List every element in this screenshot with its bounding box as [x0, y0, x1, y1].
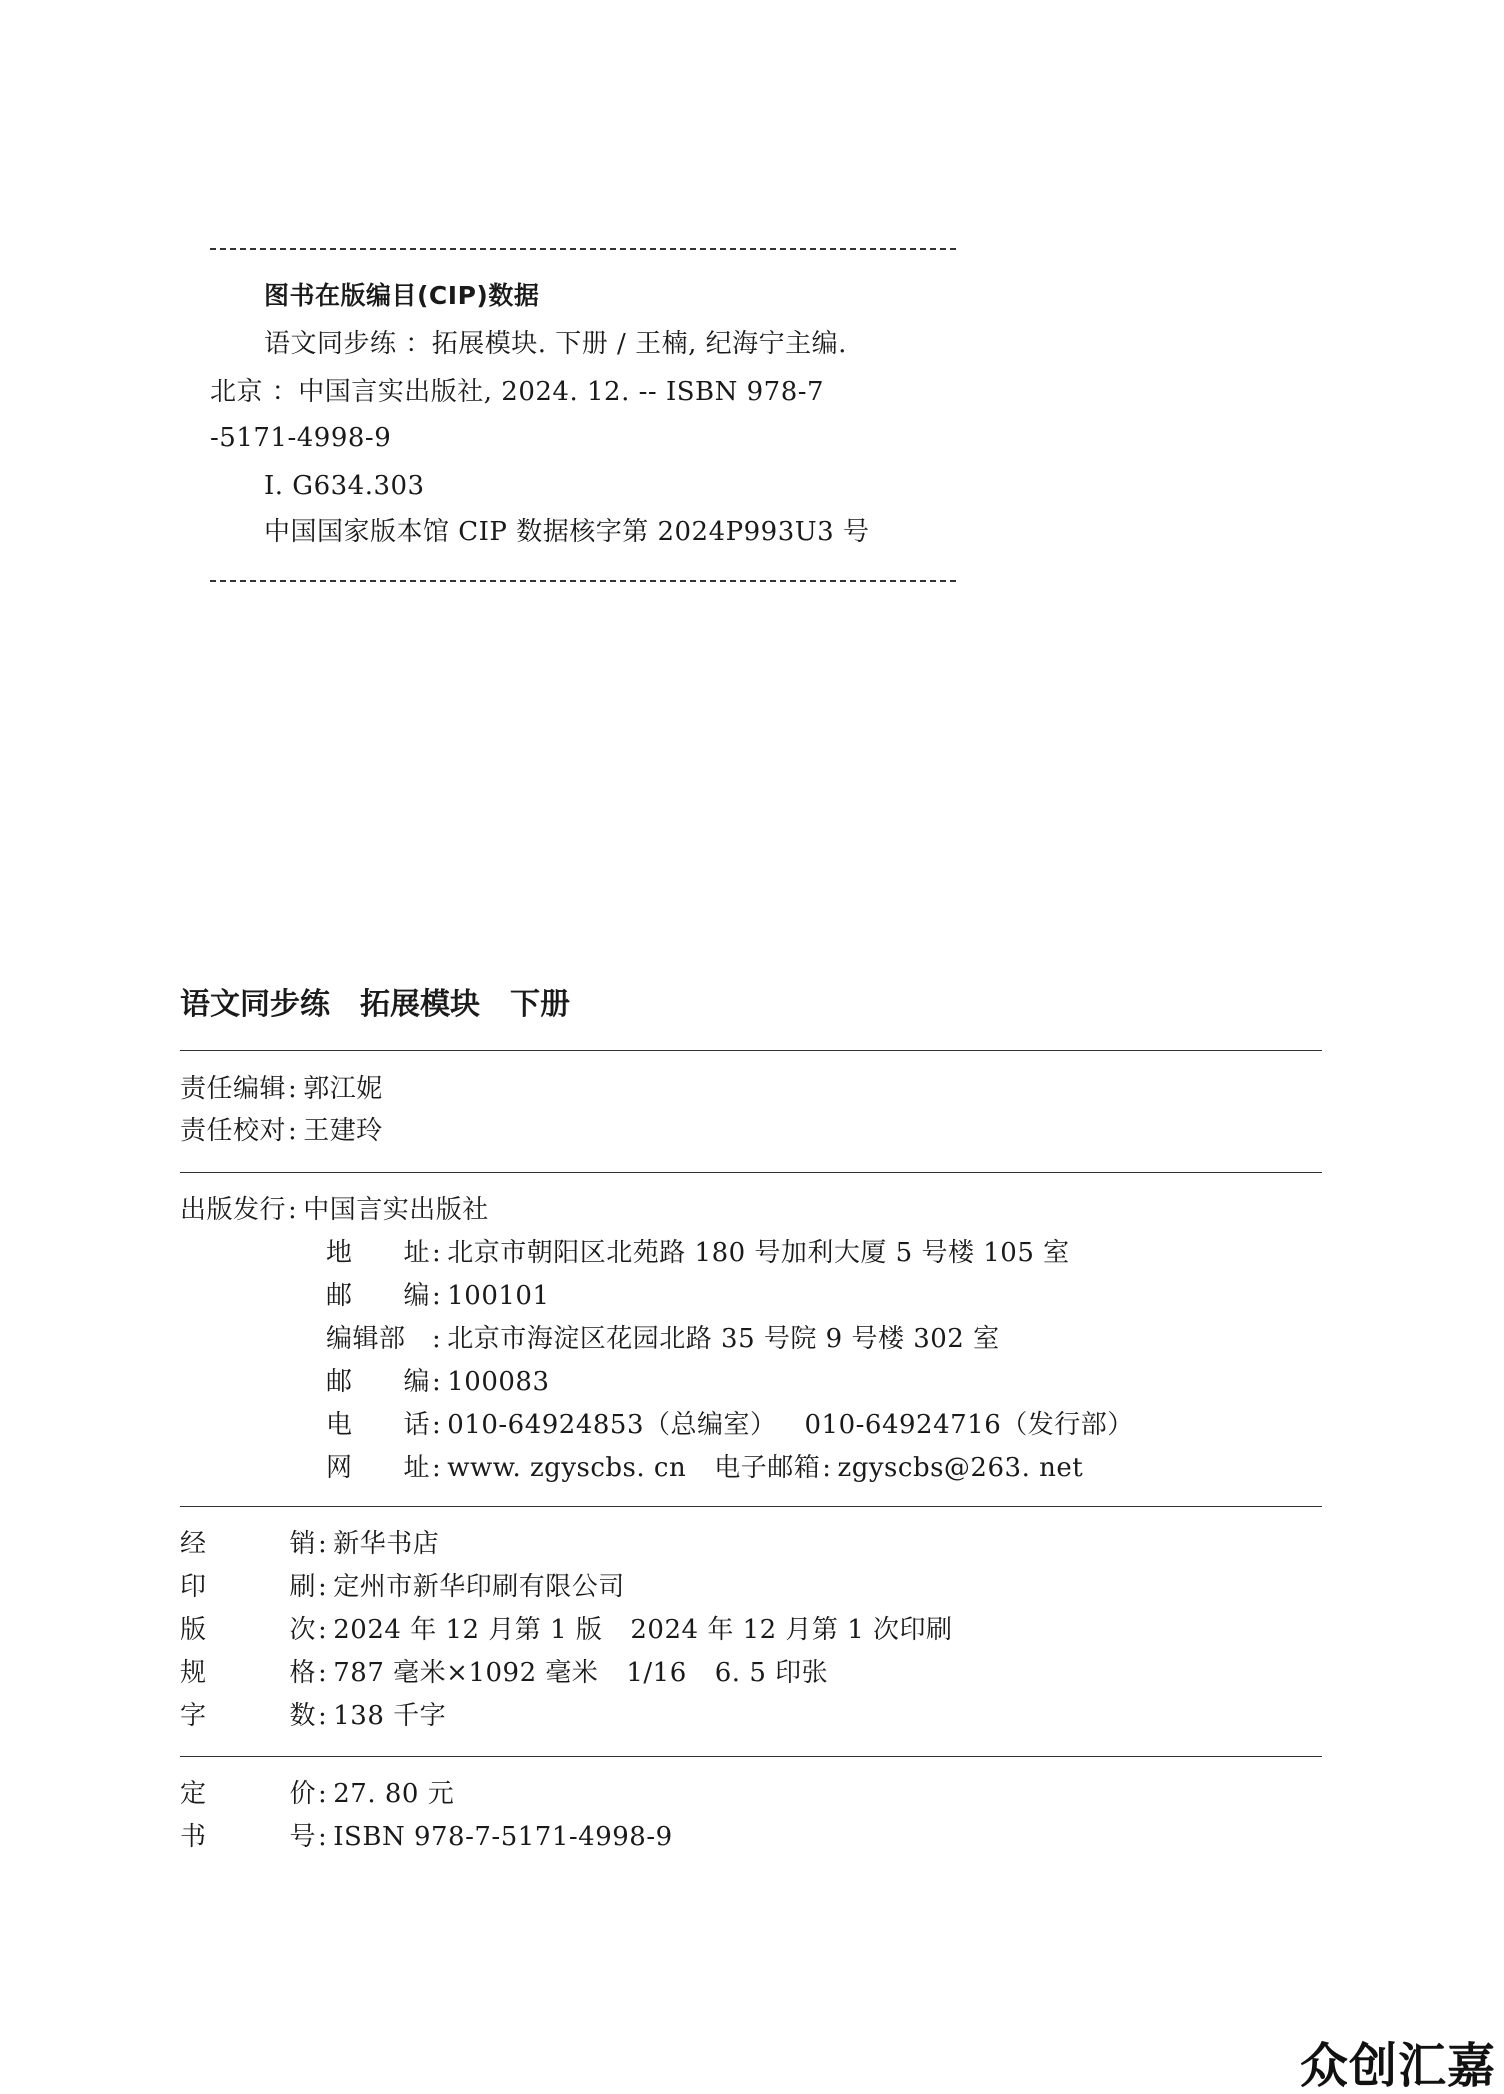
words-row: 字 数 : 138 千字: [180, 1701, 447, 1731]
zip1-value: 100101: [447, 1281, 550, 1311]
isbn-label: 书 号: [180, 1822, 316, 1852]
address-label: 地 址: [326, 1238, 430, 1268]
book-title-part-3: 下册: [510, 987, 570, 1022]
cip-line-2: 北京 ：中国言实出版社, 2024. 12. -- ISBN 978-7: [210, 377, 825, 407]
rule-1: [180, 1050, 1322, 1051]
cip-top-divider: [210, 248, 956, 250]
web-label: 网 址: [326, 1453, 430, 1483]
cip-line-4: Ⅰ. G634.303: [264, 471, 425, 501]
edition-2: 2024 年 12 月第 1 次印刷: [630, 1615, 953, 1645]
printer: 定州市新华印刷有限公司: [333, 1572, 625, 1602]
printer-label: 印 刷: [180, 1572, 316, 1602]
editorial-label: 编辑部: [326, 1324, 406, 1354]
price-label: 定 价: [180, 1779, 316, 1809]
proof-row: 责任校对: 王建玲: [180, 1116, 383, 1146]
words-label: 字 数: [180, 1701, 316, 1731]
book-title: [180, 985, 570, 1025]
edition-row: 版 次 : 2024 年 12 月第 1 版 2024 年 12 月第 1 次印刷: [180, 1615, 953, 1645]
proof-label: 责任校对: [180, 1116, 287, 1146]
words: 138 千字: [333, 1701, 447, 1731]
phone-1: 010-64924853（总编室）: [447, 1410, 777, 1440]
printer-row: 印 刷 : 定州市新华印刷有限公司: [180, 1572, 625, 1602]
book-title-part-1: 语文同步练: [180, 987, 330, 1022]
cip-title: 图书在版编目(CIP)数据: [264, 281, 540, 310]
spec-2: 1/16: [626, 1658, 687, 1688]
price-row: 定 价 : 27. 80 元: [180, 1779, 455, 1809]
isbn-row: 书 号 : ISBN 978-7-5171-4998-9: [180, 1822, 673, 1852]
edition-label: 版 次: [180, 1615, 316, 1645]
publisher-row: 出版发行: 中国言实出版社: [180, 1195, 489, 1225]
zip2-value: 100083: [447, 1367, 550, 1397]
spec-3: 6. 5 印张: [714, 1658, 829, 1688]
cip-line-3: -5171-4998-9: [210, 423, 392, 453]
phone-row: 电 话 : 010-64924853（总编室） 010-64924716（发行部）: [326, 1410, 1134, 1440]
cip-bottom-divider: [210, 580, 956, 582]
rule-4: [180, 1756, 1322, 1757]
rule-3: [180, 1506, 1322, 1507]
zip1-row: 邮 编 : 100101: [326, 1281, 550, 1311]
phone-label: 电 话: [326, 1410, 430, 1440]
cip-line-5: 中国国家版本馆 CIP 数据核字第 2024P993U3 号: [264, 517, 870, 547]
spec-1: 787 毫米×1092 毫米: [333, 1658, 599, 1688]
editor-label: 责任编辑: [180, 1074, 287, 1104]
distributor-row: 经 销 : 新华书店: [180, 1529, 440, 1559]
proof-value: 王建玲: [303, 1116, 383, 1146]
watermark-logo: 众创汇嘉: [1299, 2038, 1496, 2094]
distributor-label: 经 销: [180, 1529, 316, 1559]
address-value: 北京市朝阳区北苑路 180 号加利大厦 5 号楼 105 室: [447, 1238, 1070, 1268]
address-row: 地 址 : 北京市朝阳区北苑路 180 号加利大厦 5 号楼 105 室: [326, 1238, 1070, 1268]
zip1-label: 邮 编: [326, 1281, 430, 1311]
edition-1: 2024 年 12 月第 1 版: [333, 1615, 603, 1645]
editor-value: 郭江妮: [303, 1074, 383, 1104]
book-title-part-2: 拓展模块: [360, 987, 480, 1022]
web-row: 网 址 : www. zgyscbs. cn 电子邮箱: zgyscbs@263. net: [326, 1453, 1084, 1483]
editor-row: 责任编辑: 郭江妮: [180, 1074, 383, 1104]
spec-row: 规 格 : 787 毫米×1092 毫米 1/16 6. 5 印张: [180, 1658, 829, 1688]
zip2-label: 邮 编: [326, 1367, 430, 1397]
email-label: 电子邮箱: [714, 1453, 821, 1483]
phone-2: 010-64924716（发行部）: [804, 1410, 1134, 1440]
publisher-name: 中国言实出版社: [303, 1195, 489, 1225]
spec-label: 规 格: [180, 1658, 316, 1688]
publisher-label: 出版发行: [180, 1195, 287, 1225]
editorial-row: 编辑部 : 北京市海淀区花园北路 35 号院 9 号楼 302 室: [326, 1324, 1000, 1354]
price: 27. 80 元: [333, 1779, 455, 1809]
rule-2: [180, 1172, 1322, 1173]
email: zgyscbs@263. net: [837, 1453, 1084, 1483]
cip-line-1: 语文同步练 ：拓展模块. 下册 / 王楠, 纪海宁主编.: [264, 329, 847, 359]
isbn: ISBN 978-7-5171-4998-9: [333, 1822, 673, 1852]
distributor: 新华书店: [333, 1529, 440, 1559]
zip2-row: 邮 编 : 100083: [326, 1367, 550, 1397]
website: www. zgyscbs. cn: [447, 1453, 687, 1483]
editorial-address: 北京市海淀区花园北路 35 号院 9 号楼 302 室: [447, 1324, 1000, 1354]
